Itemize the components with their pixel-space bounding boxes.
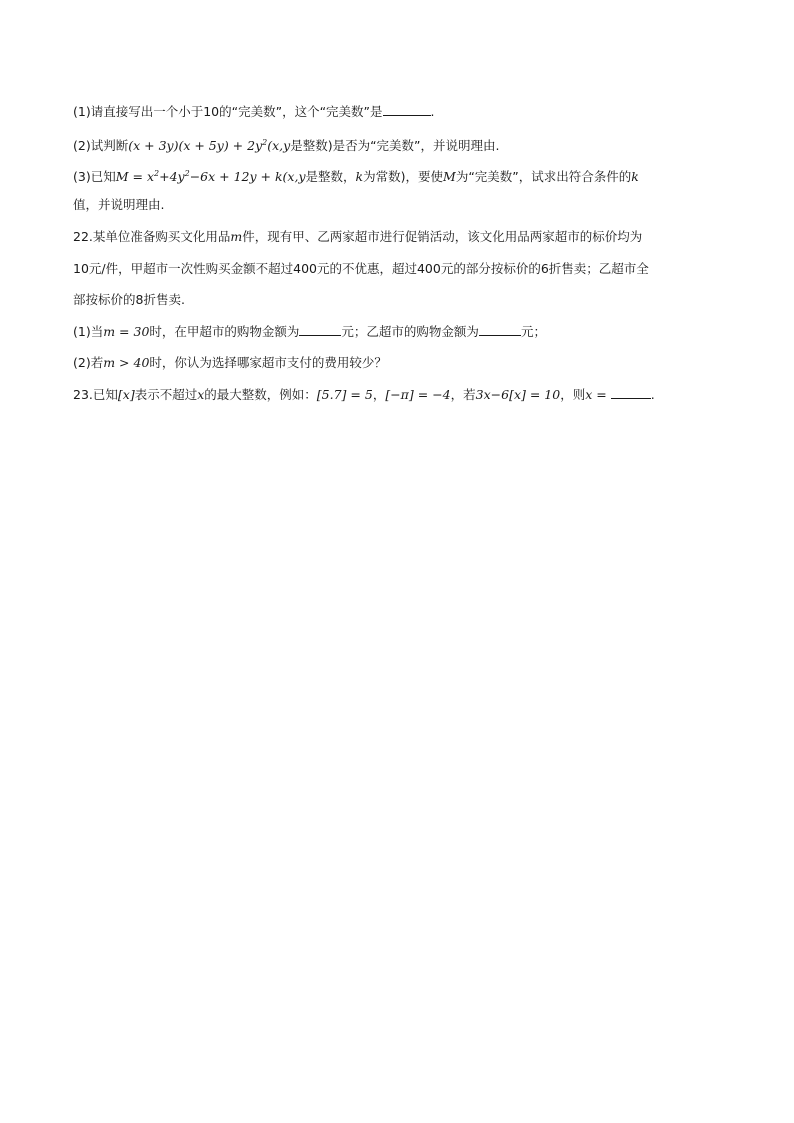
q21-part3-text: 是整数， <box>305 169 356 184</box>
q23-text: ，若 <box>450 387 476 402</box>
q21-part3-text: 为常数)，要使 <box>363 169 443 184</box>
q22-text: 22.某单位准备购买文化用品 <box>73 229 231 244</box>
q21-part2 <box>73 134 500 155</box>
q22-text: 10元/件，甲超市一次性购买金额不超过400元的不优惠，超过400元的部分按标价的6折售卖；乙超市全 <box>73 261 649 276</box>
q21-part3-lead: (3)已知 <box>73 169 116 184</box>
q21-part3-line2-text: 值，并说明理由. <box>73 197 165 212</box>
q21-part3-expr-b: +4y <box>159 169 185 184</box>
q23-ask: x = <box>585 387 611 402</box>
q21-part1-num: 10 <box>203 104 220 119</box>
q22-part1-text: 时，在甲超市的购物金额为 <box>149 324 300 339</box>
q21-part3 <box>73 165 639 186</box>
q21-part3-expr-a: M = x <box>115 169 154 184</box>
q23-lead: 23.已知 <box>73 387 118 402</box>
q22-text: 部按标价的8折售卖. <box>73 292 185 307</box>
q21-part2-condition: (x,y <box>267 138 291 153</box>
q21-part2-lead: (2)试判断 <box>73 138 129 153</box>
q21-part2-expression: (x + 3y)(x + 5y) + 2y <box>128 138 263 153</box>
q22-part2-lead: (2)若 <box>73 355 104 370</box>
q22-part1-lead: (1)当 <box>73 324 104 339</box>
q23 <box>73 386 655 404</box>
q23-text: ，则 <box>560 387 586 402</box>
exponent: 2 <box>154 169 160 178</box>
q21-part3-text: 为“完美数”，试求出符合条件的 <box>455 169 632 184</box>
q22-part2-expression: m > 40 <box>103 355 150 370</box>
var-k: k <box>631 169 639 184</box>
q22-stem-line1 <box>73 228 642 246</box>
q22-part1-text: 元；乙超市的购物金额为 <box>341 324 479 339</box>
q21-part3-line2 <box>73 196 164 214</box>
period: . <box>430 104 435 119</box>
answer-blank[interactable] <box>479 323 521 336</box>
q21-part1-lead: (1)请直接写出一个小于 <box>73 104 204 119</box>
q22-part2-text: 时，你认为选择哪家超市支付的费用较少？ <box>149 355 387 370</box>
q22-part1 <box>73 323 546 341</box>
answer-blank[interactable] <box>383 103 431 116</box>
q23-equation: 3x−6[x] = 10 <box>475 387 561 402</box>
var-k: k <box>355 169 364 184</box>
q21-part2-tail: 是整数)是否为“完美数”，并说明理由. <box>290 138 500 153</box>
q23-text: 的最大整数，例如： <box>204 387 317 402</box>
q21-part1 <box>73 103 435 121</box>
period: . <box>650 387 655 402</box>
q22-part1-expression: m = 30 <box>103 324 150 339</box>
exponent: 2 <box>184 169 190 178</box>
answer-blank[interactable] <box>299 323 341 336</box>
var-x: x <box>197 387 205 402</box>
q23-text: ， <box>372 387 386 402</box>
var-m: M <box>443 169 456 184</box>
q23-example2: [−π] = −4 <box>385 387 451 402</box>
exponent: 2 <box>262 138 268 147</box>
q23-example1: [5.7] = 5 <box>316 387 373 402</box>
q22-text: 件，现有甲、乙两家超市进行促销活动，该文化用品两家超市的标价均为 <box>242 229 643 244</box>
q22-stem-line2 <box>73 260 649 278</box>
q21-part1-text: 的“完美数”，这个“完美数”是 <box>219 104 383 119</box>
q21-part3-expr-c: −6x + 12y + k(x,y <box>189 169 306 184</box>
q22-part1-text: 元； <box>520 324 546 339</box>
q23-floor-x: [x] <box>117 387 135 402</box>
var-m: m <box>230 229 243 244</box>
q22-stem-line3 <box>73 291 185 309</box>
q23-text: 表示不超过 <box>134 387 198 402</box>
q22-part2 <box>73 354 387 372</box>
answer-blank[interactable] <box>611 386 651 399</box>
